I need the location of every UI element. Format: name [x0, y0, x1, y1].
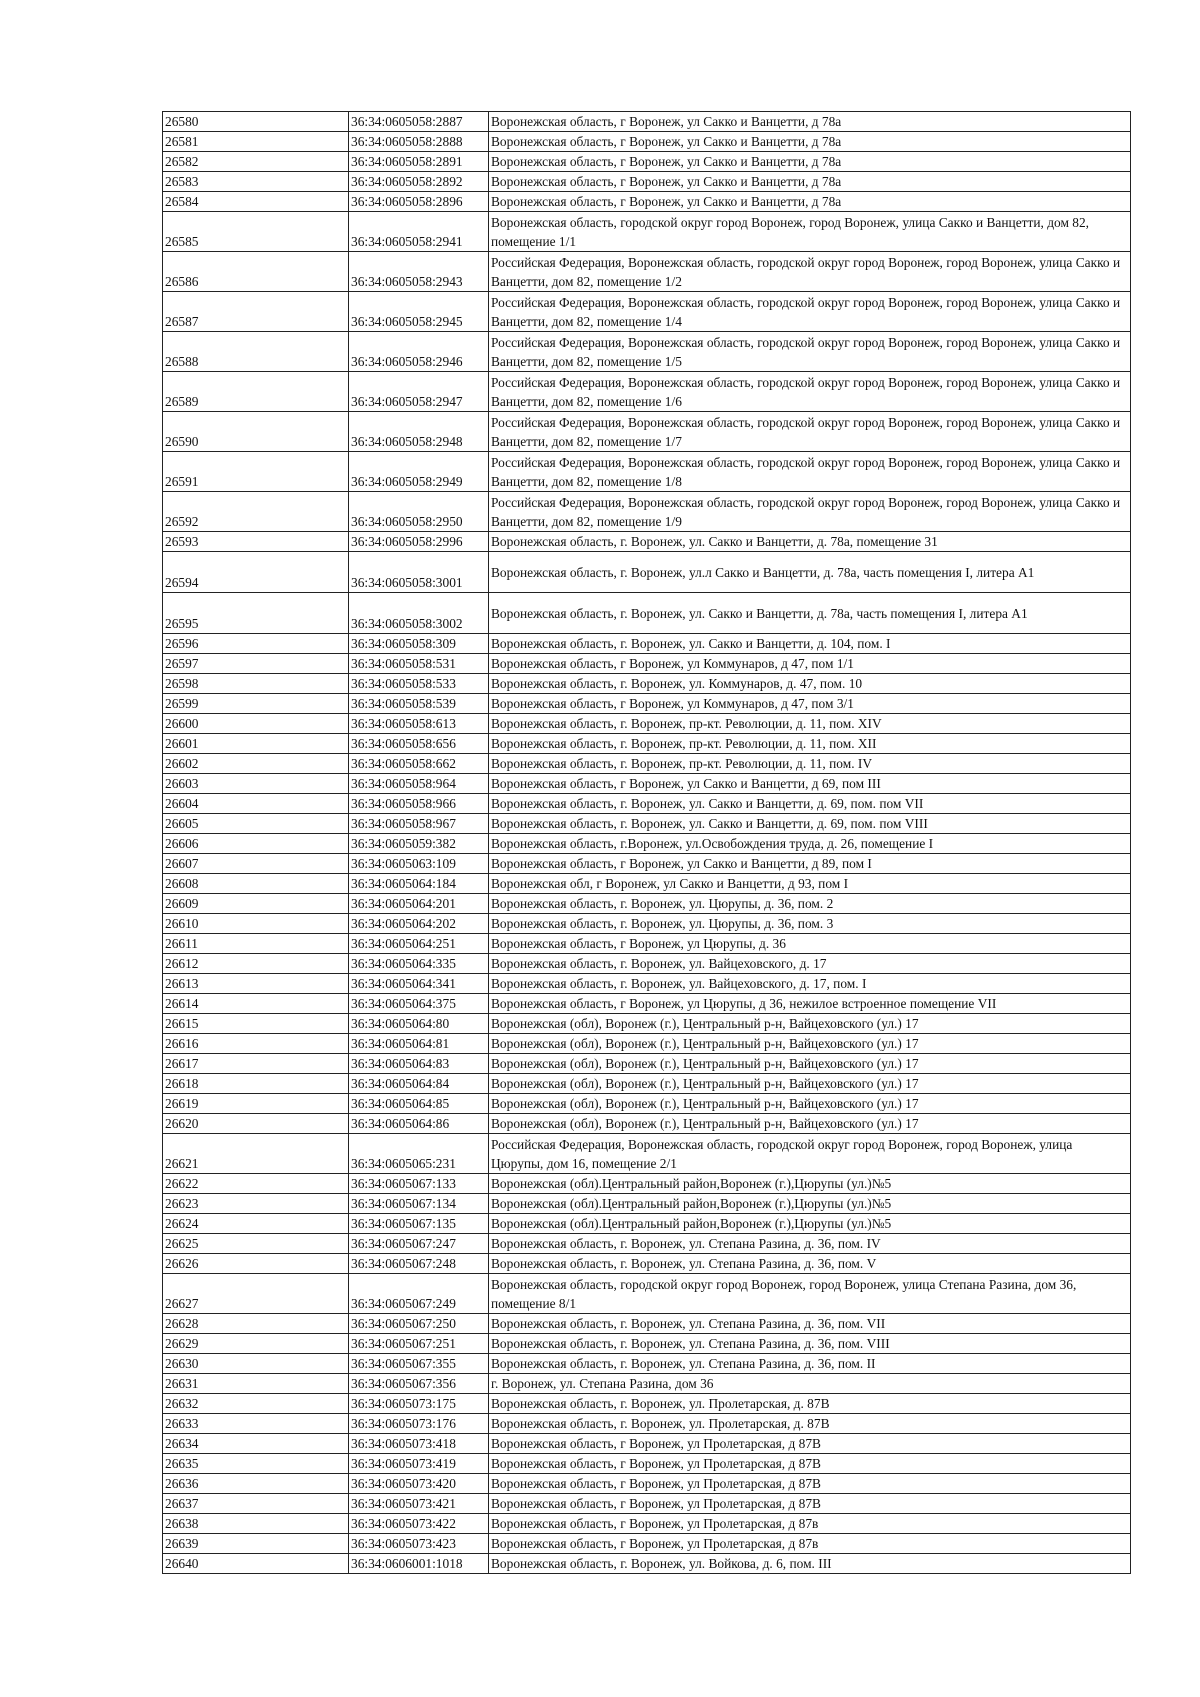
row-number-cell: 26583 [163, 172, 349, 192]
cadastral-number-cell: 36:34:0605067:249 [349, 1274, 489, 1314]
row-number-cell: 26622 [163, 1174, 349, 1194]
cadastral-number-cell: 36:34:0605064:202 [349, 914, 489, 934]
address-cell: Воронежская область, г. Воронеж, ул. Вайцеховского, д. 17 [489, 954, 1131, 974]
table-row [163, 814, 1131, 834]
address-cell: Воронежская область, г. Воронеж, ул.л Сакко и Ванцетти, д. 78а, часть помещения I, литера А1 [489, 552, 1131, 593]
table-row [163, 1054, 1131, 1074]
table-row [163, 1494, 1131, 1514]
row-number-cell: 26590 [163, 412, 349, 452]
row-number-cell: 26604 [163, 794, 349, 814]
table-row [163, 714, 1131, 734]
address-cell: Воронежская область, г Воронеж, ул Сакко и Ванцетти, д 78а [489, 172, 1131, 192]
cadastral-number-cell: 36:34:0605058:967 [349, 814, 489, 834]
row-number-cell: 26611 [163, 934, 349, 954]
address-cell: Российская Федерация, Воронежская область, городской округ город Воронеж, город Воронеж, улица Сакко и Ванцетти, дом 82, помещение 1/7 [489, 412, 1131, 452]
row-number-cell: 26630 [163, 1354, 349, 1374]
row-number-cell: 26616 [163, 1034, 349, 1054]
table-row [163, 674, 1131, 694]
row-number-cell: 26581 [163, 132, 349, 152]
address-cell: Воронежская (обл).Центральный район,Воронеж (г.),Цюрупы (ул.)№5 [489, 1194, 1131, 1214]
address-cell: Воронежская область, г. Воронеж, пр-кт. Революции, д. 11, пом. XIV [489, 714, 1131, 734]
address-cell: Воронежская область, г. Воронеж, ул. Пролетарская, д. 87В [489, 1414, 1131, 1434]
row-number-cell: 26592 [163, 492, 349, 532]
cadastral-number-cell: 36:34:0605058:656 [349, 734, 489, 754]
cadastral-number-cell: 36:34:0605058:2950 [349, 492, 489, 532]
row-number-cell: 26626 [163, 1254, 349, 1274]
table-row [163, 1454, 1131, 1474]
cadastral-number-cell: 36:34:0605073:176 [349, 1414, 489, 1434]
cadastral-number-cell: 36:34:0605058:2945 [349, 292, 489, 332]
row-number-cell: 26597 [163, 654, 349, 674]
cadastral-number-cell: 36:34:0605067:356 [349, 1374, 489, 1394]
row-number-cell: 26625 [163, 1234, 349, 1254]
row-number-cell: 26633 [163, 1414, 349, 1434]
table-row [163, 794, 1131, 814]
address-cell: Воронежская обл, г Воронеж, ул Сакко и Ванцетти, д 93, пом I [489, 874, 1131, 894]
row-number-cell: 26618 [163, 1074, 349, 1094]
cadastral-number-cell: 36:34:0605058:2946 [349, 332, 489, 372]
address-cell: Воронежская область, г. Воронеж, ул. Сакко и Ванцетти, д. 69, пом. пом VIII [489, 814, 1131, 834]
address-cell: Воронежская область, г. Воронеж, пр-кт. Революции, д. 11, пом. XII [489, 734, 1131, 754]
address-cell: Воронежская область, г Воронеж, ул Пролетарская, д 87В [489, 1494, 1131, 1514]
table-row [163, 634, 1131, 654]
row-number-cell: 26614 [163, 994, 349, 1014]
cadastral-number-cell: 36:34:0605073:421 [349, 1494, 489, 1514]
row-number-cell: 26624 [163, 1214, 349, 1234]
address-cell: Воронежская область, городской округ город Воронеж, город Воронеж, улица Степана Разина, дом 36, помещение 8/1 [489, 1274, 1131, 1314]
row-number-cell: 26637 [163, 1494, 349, 1514]
address-cell: Воронежская (обл).Центральный район,Воронеж (г.),Цюрупы (ул.)№5 [489, 1174, 1131, 1194]
cadastral-number-cell: 36:34:0605058:539 [349, 694, 489, 714]
row-number-cell: 26584 [163, 192, 349, 212]
row-number-cell: 26599 [163, 694, 349, 714]
cadastral-number-cell: 36:34:0605064:83 [349, 1054, 489, 1074]
cadastral-number-cell: 36:34:0605058:3001 [349, 552, 489, 593]
cadastral-number-cell: 36:34:0605058:2888 [349, 132, 489, 152]
table-row [163, 552, 1131, 593]
cadastral-number-cell: 36:34:0605058:531 [349, 654, 489, 674]
row-number-cell: 26603 [163, 774, 349, 794]
table-row [163, 292, 1131, 332]
address-cell: Воронежская область, г. Воронеж, ул. Пролетарская, д. 87В [489, 1394, 1131, 1414]
table-row [163, 874, 1131, 894]
cadastral-number-cell: 36:34:0605065:231 [349, 1134, 489, 1174]
address-cell: Воронежская (обл), Воронеж (г.), Центральный р-н, Вайцеховского (ул.) 17 [489, 1014, 1131, 1034]
row-number-cell: 26595 [163, 593, 349, 634]
row-number-cell: 26593 [163, 532, 349, 552]
cadastral-number-cell: 36:34:0605058:964 [349, 774, 489, 794]
table-row [163, 1114, 1131, 1134]
address-cell: Воронежская область, г Воронеж, ул Сакко и Ванцетти, д 78а [489, 192, 1131, 212]
address-cell: Воронежская область, г. Воронеж, ул. Степана Разина, д. 36, пом. VII [489, 1314, 1131, 1334]
row-number-cell: 26631 [163, 1374, 349, 1394]
address-cell: Воронежская область, г Воронеж, ул Сакко и Ванцетти, д 78а [489, 132, 1131, 152]
table-row [163, 212, 1131, 252]
row-number-cell: 26580 [163, 112, 349, 132]
cadastral-number-cell: 36:34:0605058:2943 [349, 252, 489, 292]
table-row [163, 754, 1131, 774]
address-cell: Воронежская область, г Воронеж, ул Пролетарская, д 87В [489, 1434, 1131, 1454]
table-row [163, 1474, 1131, 1494]
address-cell: Воронежская область, г.Воронеж, ул.Освобождения труда, д. 26, помещение I [489, 834, 1131, 854]
address-cell: Воронежская область, г Воронеж, ул Сакко и Ванцетти, д 69, пом III [489, 774, 1131, 794]
row-number-cell: 26620 [163, 1114, 349, 1134]
address-cell: Воронежская (обл), Воронеж (г.), Центральный р-н, Вайцеховского (ул.) 17 [489, 1034, 1131, 1054]
table-row [163, 372, 1131, 412]
table-row [163, 1354, 1131, 1374]
row-number-cell: 26589 [163, 372, 349, 412]
row-number-cell: 26601 [163, 734, 349, 754]
row-number-cell: 26609 [163, 894, 349, 914]
cadastral-number-cell: 36:34:0605058:533 [349, 674, 489, 694]
row-number-cell: 26591 [163, 452, 349, 492]
table-row [163, 1514, 1131, 1534]
cadastral-number-cell: 36:34:0605058:2996 [349, 532, 489, 552]
registry-table [162, 111, 1131, 1574]
table-row [163, 1314, 1131, 1334]
row-number-cell: 26607 [163, 854, 349, 874]
cadastral-number-cell: 36:34:0605064:84 [349, 1074, 489, 1094]
table-row [163, 894, 1131, 914]
cadastral-number-cell: 36:34:0605073:175 [349, 1394, 489, 1414]
address-cell: Воронежская область, г. Воронеж, ул. Вайцеховского, д. 17, пом. I [489, 974, 1131, 994]
row-number-cell: 26606 [163, 834, 349, 854]
table-row [163, 1194, 1131, 1214]
cadastral-number-cell: 36:34:0605067:251 [349, 1334, 489, 1354]
cadastral-number-cell: 36:34:0605064:251 [349, 934, 489, 954]
table-row [163, 532, 1131, 552]
cadastral-number-cell: 36:34:0605058:966 [349, 794, 489, 814]
address-cell: Российская Федерация, Воронежская область, городской округ город Воронеж, город Воронеж, улица Сакко и Ванцетти, дом 82, помещение 1/8 [489, 452, 1131, 492]
table-row [163, 112, 1131, 132]
row-number-cell: 26619 [163, 1094, 349, 1114]
table-row [163, 914, 1131, 934]
cadastral-number-cell: 36:34:0605067:248 [349, 1254, 489, 1274]
table-row [163, 1034, 1131, 1054]
cadastral-number-cell: 36:34:0605059:382 [349, 834, 489, 854]
cadastral-number-cell: 36:34:0605067:134 [349, 1194, 489, 1214]
address-cell: г. Воронеж, ул. Степана Разина, дом 36 [489, 1374, 1131, 1394]
cadastral-number-cell: 36:34:0605058:3002 [349, 593, 489, 634]
table-row [163, 1094, 1131, 1114]
cadastral-number-cell: 36:34:0605067:133 [349, 1174, 489, 1194]
address-cell: Воронежская область, г. Воронеж, ул. Степана Разина, д. 36, пом. V [489, 1254, 1131, 1274]
cadastral-number-cell: 36:34:0605067:250 [349, 1314, 489, 1334]
cadastral-number-cell: 36:34:0605058:2896 [349, 192, 489, 212]
address-cell: Воронежская (обл), Воронеж (г.), Центральный р-н, Вайцеховского (ул.) 17 [489, 1054, 1131, 1074]
row-number-cell: 26613 [163, 974, 349, 994]
address-cell: Воронежская область, г Воронеж, ул Коммунаров, д 47, пом 3/1 [489, 694, 1131, 714]
cadastral-number-cell: 36:34:0605067:135 [349, 1214, 489, 1234]
row-number-cell: 26629 [163, 1334, 349, 1354]
cadastral-number-cell: 36:34:0605073:419 [349, 1454, 489, 1474]
address-cell: Воронежская (обл), Воронеж (г.), Центральный р-н, Вайцеховского (ул.) 17 [489, 1094, 1131, 1114]
table-row [163, 994, 1131, 1014]
cadastral-number-cell: 36:34:0605064:184 [349, 874, 489, 894]
row-number-cell: 26594 [163, 552, 349, 593]
cadastral-number-cell: 36:34:0605064:201 [349, 894, 489, 914]
cadastral-number-cell: 36:34:0605073:422 [349, 1514, 489, 1534]
cadastral-number-cell: 36:34:0605073:423 [349, 1534, 489, 1554]
table-row [163, 1414, 1131, 1434]
address-cell: Воронежская (обл).Центральный район,Воронеж (г.),Цюрупы (ул.)№5 [489, 1214, 1131, 1234]
address-cell: Воронежская область, г Воронеж, ул Коммунаров, д 47, пом 1/1 [489, 654, 1131, 674]
row-number-cell: 26635 [163, 1454, 349, 1474]
address-cell: Воронежская область, г. Воронеж, ул. Степана Разина, д. 36, пом. II [489, 1354, 1131, 1374]
address-cell: Воронежская область, г. Воронеж, пр-кт. Революции, д. 11, пом. IV [489, 754, 1131, 774]
table-row [163, 654, 1131, 674]
cadastral-number-cell: 36:34:0605058:309 [349, 634, 489, 654]
cadastral-number-cell: 36:34:0605064:341 [349, 974, 489, 994]
cadastral-number-cell: 36:34:0605058:2941 [349, 212, 489, 252]
table-row [163, 1014, 1131, 1034]
address-cell: Воронежская область, г Воронеж, ул Пролетарская, д 87в [489, 1534, 1131, 1554]
address-cell: Воронежская область, г Воронеж, ул Цюрупы, д. 36 [489, 934, 1131, 954]
address-cell: Российская Федерация, Воронежская область, городской округ город Воронеж, город Воронеж, улица Сакко и Ванцетти, дом 82, помещение 1/6 [489, 372, 1131, 412]
address-cell: Воронежская (обл), Воронеж (г.), Центральный р-н, Вайцеховского (ул.) 17 [489, 1074, 1131, 1094]
address-cell: Воронежская область, г Воронеж, ул Пролетарская, д 87В [489, 1454, 1131, 1474]
table-row [163, 1334, 1131, 1354]
table-row [163, 1554, 1131, 1574]
cadastral-number-cell: 36:34:0605058:2892 [349, 172, 489, 192]
address-cell: Воронежская область, г. Воронеж, ул. Степана Разина, д. 36, пом. VIII [489, 1334, 1131, 1354]
address-cell: Российская Федерация, Воронежская область, городской округ город Воронеж, город Воронеж, улица Цюрупы, дом 16, помещение 2/1 [489, 1134, 1131, 1174]
row-number-cell: 26602 [163, 754, 349, 774]
row-number-cell: 26632 [163, 1394, 349, 1414]
table-row [163, 412, 1131, 452]
row-number-cell: 26585 [163, 212, 349, 252]
table-row [163, 954, 1131, 974]
row-number-cell: 26639 [163, 1534, 349, 1554]
cadastral-number-cell: 36:34:0605058:2891 [349, 152, 489, 172]
address-cell: Воронежская область, г. Воронеж, ул. Сакко и Ванцетти, д. 69, пом. пом VII [489, 794, 1131, 814]
table-row [163, 974, 1131, 994]
table-row [163, 1214, 1131, 1234]
table-row [163, 1274, 1131, 1314]
address-cell: Российская Федерация, Воронежская область, городской округ город Воронеж, город Воронеж, улица Сакко и Ванцетти, дом 82, помещение 1/9 [489, 492, 1131, 532]
address-cell: Воронежская область, г Воронеж, ул Сакко и Ванцетти, д 78а [489, 112, 1131, 132]
table-row [163, 1134, 1131, 1174]
registry-table-body [163, 112, 1131, 1574]
table-row [163, 854, 1131, 874]
address-cell: Воронежская область, г. Воронеж, ул. Цюрупы, д. 36, пом. 3 [489, 914, 1131, 934]
table-row [163, 1434, 1131, 1454]
row-number-cell: 26617 [163, 1054, 349, 1074]
cadastral-number-cell: 36:34:0605064:81 [349, 1034, 489, 1054]
table-row [163, 492, 1131, 532]
cadastral-number-cell: 36:34:0605064:80 [349, 1014, 489, 1034]
cadastral-number-cell: 36:34:0605067:247 [349, 1234, 489, 1254]
table-row [163, 152, 1131, 172]
address-cell: Воронежская область, г. Воронеж, ул. Цюрупы, д. 36, пом. 2 [489, 894, 1131, 914]
table-row [163, 172, 1131, 192]
table-row [163, 593, 1131, 634]
address-cell: Воронежская область, г Воронеж, ул Сакко и Ванцетти, д 78а [489, 152, 1131, 172]
cadastral-number-cell: 36:34:0605064:85 [349, 1094, 489, 1114]
address-cell: Воронежская область, г. Воронеж, ул. Сакко и Ванцетти, д. 78а, часть помещения I, литера А1 [489, 593, 1131, 634]
address-cell: Воронежская область, г Воронеж, ул Пролетарская, д 87В [489, 1474, 1131, 1494]
row-number-cell: 26600 [163, 714, 349, 734]
cadastral-number-cell: 36:34:0605058:2887 [349, 112, 489, 132]
cadastral-number-cell: 36:34:0605064:86 [349, 1114, 489, 1134]
cadastral-number-cell: 36:34:0605058:2947 [349, 372, 489, 412]
cadastral-number-cell: 36:34:0605073:420 [349, 1474, 489, 1494]
table-row [163, 934, 1131, 954]
row-number-cell: 26605 [163, 814, 349, 834]
row-number-cell: 26596 [163, 634, 349, 654]
cadastral-number-cell: 36:34:0605064:335 [349, 954, 489, 974]
address-cell: Российская Федерация, Воронежская область, городской округ город Воронеж, город Воронеж, улица Сакко и Ванцетти, дом 82, помещение 1/2 [489, 252, 1131, 292]
address-cell: Воронежская область, г. Воронеж, ул. Коммунаров, д. 47, пом. 10 [489, 674, 1131, 694]
row-number-cell: 26627 [163, 1274, 349, 1314]
address-cell: Воронежская область, городской округ город Воронеж, город Воронеж, улица Сакко и Ванцетти, дом 82, помещение 1/1 [489, 212, 1131, 252]
table-row [163, 774, 1131, 794]
table-row [163, 252, 1131, 292]
address-cell: Российская Федерация, Воронежская область, городской округ город Воронеж, город Воронеж, улица Сакко и Ванцетти, дом 82, помещение 1/5 [489, 332, 1131, 372]
address-cell: Воронежская область, г. Воронеж, ул. Степана Разина, д. 36, пом. IV [489, 1234, 1131, 1254]
table-row [163, 1074, 1131, 1094]
cadastral-number-cell: 36:34:0605058:662 [349, 754, 489, 774]
table-row [163, 694, 1131, 714]
row-number-cell: 26612 [163, 954, 349, 974]
table-row [163, 452, 1131, 492]
table-row [163, 1534, 1131, 1554]
table-row [163, 192, 1131, 212]
row-number-cell: 26582 [163, 152, 349, 172]
row-number-cell: 26634 [163, 1434, 349, 1454]
row-number-cell: 26598 [163, 674, 349, 694]
address-cell: Воронежская область, г Воронеж, ул Цюрупы, д 36, нежилое встроенное помещение VII [489, 994, 1131, 1014]
row-number-cell: 26623 [163, 1194, 349, 1214]
row-number-cell: 26615 [163, 1014, 349, 1034]
address-cell: Воронежская область, г Воронеж, ул Пролетарская, д 87в [489, 1514, 1131, 1534]
cadastral-number-cell: 36:34:0606001:1018 [349, 1554, 489, 1574]
table-row [163, 332, 1131, 372]
row-number-cell: 26608 [163, 874, 349, 894]
row-number-cell: 26640 [163, 1554, 349, 1574]
address-cell: Воронежская область, г Воронеж, ул Сакко и Ванцетти, д 89, пом I [489, 854, 1131, 874]
row-number-cell: 26628 [163, 1314, 349, 1334]
address-cell: Воронежская область, г. Воронеж, ул. Войкова, д. 6, пом. III [489, 1554, 1131, 1574]
cadastral-number-cell: 36:34:0605058:2948 [349, 412, 489, 452]
table-row [163, 1174, 1131, 1194]
table-row [163, 1374, 1131, 1394]
address-cell: Российская Федерация, Воронежская область, городской округ город Воронеж, город Воронеж, улица Сакко и Ванцетти, дом 82, помещение 1/4 [489, 292, 1131, 332]
row-number-cell: 26621 [163, 1134, 349, 1174]
address-cell: Воронежская область, г. Воронеж, ул. Сакко и Ванцетти, д. 78а, помещение 31 [489, 532, 1131, 552]
row-number-cell: 26586 [163, 252, 349, 292]
table-row [163, 834, 1131, 854]
table-row [163, 1254, 1131, 1274]
table-row [163, 132, 1131, 152]
row-number-cell: 26588 [163, 332, 349, 372]
address-cell: Воронежская область, г. Воронеж, ул. Сакко и Ванцетти, д. 104, пом. I [489, 634, 1131, 654]
table-row [163, 734, 1131, 754]
cadastral-number-cell: 36:34:0605064:375 [349, 994, 489, 1014]
cadastral-number-cell: 36:34:0605067:355 [349, 1354, 489, 1374]
row-number-cell: 26610 [163, 914, 349, 934]
cadastral-number-cell: 36:34:0605058:2949 [349, 452, 489, 492]
cadastral-number-cell: 36:34:0605063:109 [349, 854, 489, 874]
table-row [163, 1234, 1131, 1254]
row-number-cell: 26638 [163, 1514, 349, 1534]
table-row [163, 1394, 1131, 1414]
address-cell: Воронежская (обл), Воронеж (г.), Центральный р-н, Вайцеховского (ул.) 17 [489, 1114, 1131, 1134]
row-number-cell: 26587 [163, 292, 349, 332]
cadastral-number-cell: 36:34:0605058:613 [349, 714, 489, 734]
cadastral-number-cell: 36:34:0605073:418 [349, 1434, 489, 1454]
row-number-cell: 26636 [163, 1474, 349, 1494]
